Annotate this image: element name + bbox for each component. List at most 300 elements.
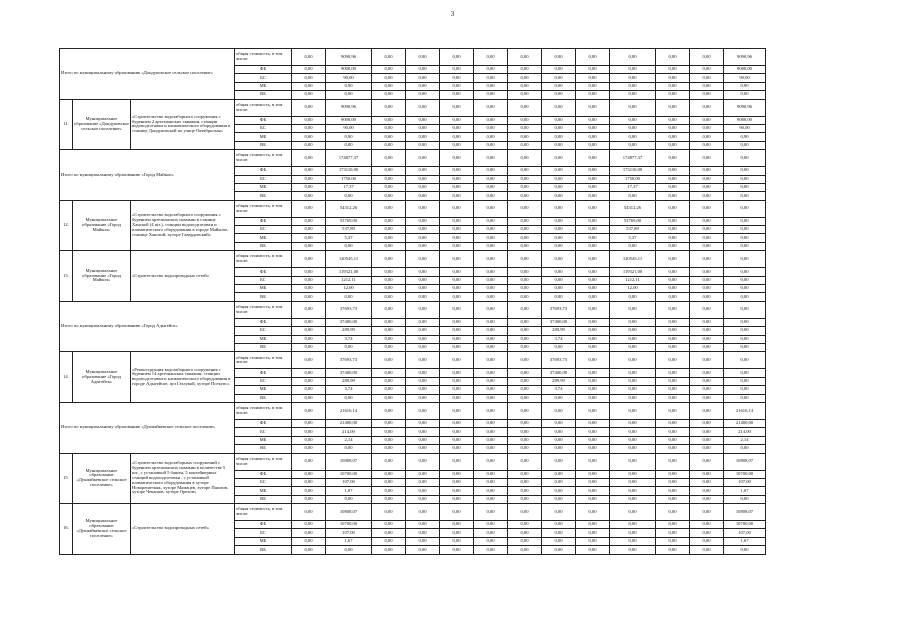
amount-cell: 0,00 xyxy=(610,335,656,343)
amount-cell: 0,00 xyxy=(576,394,610,402)
amount-cell: 0,00 xyxy=(508,268,542,276)
item-number-cell: 15. xyxy=(60,453,73,504)
amount-cell: 0,00 xyxy=(372,167,406,175)
funding-source-label: БС xyxy=(235,478,292,486)
amount-cell: 0,00 xyxy=(406,192,440,200)
amount-cell: 0,00 xyxy=(406,301,440,318)
amount-cell: 0,00 xyxy=(508,521,542,529)
amount-cell: 0,00 xyxy=(542,66,576,74)
amount-cell: 0,00 xyxy=(406,487,440,495)
amount-cell: 0,00 xyxy=(724,343,766,351)
amount-cell: 0,00 xyxy=(690,453,724,470)
amount-cell: 0,00 xyxy=(440,285,474,293)
amount-cell: 0,00 xyxy=(474,133,508,141)
amount-cell: 0,00 xyxy=(474,116,508,124)
amount-cell: 0,00 xyxy=(508,226,542,234)
amount-cell: 1,07 xyxy=(326,487,372,495)
amount-cell: 0,00 xyxy=(656,470,690,478)
funding-source-label: ВБ xyxy=(235,293,292,301)
amount-cell: 0,00 xyxy=(542,116,576,124)
amount-cell: 0,00 xyxy=(440,301,474,318)
amount-cell: 1750,00 xyxy=(610,175,656,183)
amount-cell: 0,00 xyxy=(610,74,656,82)
amount-cell: 0,00 xyxy=(372,183,406,191)
amount-cell: 3,74 xyxy=(542,335,576,343)
funding-source-label: МБ xyxy=(235,487,292,495)
amount-cell: 0,00 xyxy=(656,521,690,529)
funding-source-label: БС xyxy=(235,327,292,335)
amount-cell: 0,00 xyxy=(656,495,690,503)
amount-cell: 107,00 xyxy=(326,478,372,486)
amount-cell: 0,00 xyxy=(690,470,724,478)
amount-cell: 0,00 xyxy=(656,377,690,385)
amount-cell: 0,00 xyxy=(690,175,724,183)
amount-cell: 0,00 xyxy=(474,66,508,74)
amount-cell: 2,14 xyxy=(724,436,766,444)
amount-cell: 0,00 xyxy=(406,428,440,436)
amount-cell: 90,00 xyxy=(724,74,766,82)
amount-cell: 0,00 xyxy=(576,234,610,242)
funding-source-label: БС xyxy=(235,377,292,385)
amount-cell: 0,00 xyxy=(406,445,440,453)
amount-cell: 0,00 xyxy=(292,453,326,470)
amount-cell: 0,00 xyxy=(656,394,690,402)
amount-cell: 0,00 xyxy=(576,352,610,369)
amount-cell: 0,00 xyxy=(656,335,690,343)
amount-cell: 0,00 xyxy=(292,428,326,436)
item-row xyxy=(60,251,766,268)
amount-cell: 0,00 xyxy=(440,318,474,326)
amount-cell: 9000,00 xyxy=(326,66,372,74)
amount-cell: 0,00 xyxy=(292,99,326,116)
amount-cell: 0,00 xyxy=(542,529,576,537)
amount-cell: 0,00 xyxy=(576,487,610,495)
amount-cell: 0,00 xyxy=(576,217,610,225)
amount-cell: 0,00 xyxy=(508,343,542,351)
funding-source-label: ФБ xyxy=(235,167,292,175)
amount-cell: 0,00 xyxy=(542,495,576,503)
amount-cell: 0,00 xyxy=(690,242,724,250)
amount-cell: 0,00 xyxy=(440,428,474,436)
amount-cell: 0,00 xyxy=(656,318,690,326)
funding-source-label: общая стоимость, в том числе: xyxy=(235,200,292,217)
amount-cell: 0,00 xyxy=(576,470,610,478)
amount-cell: 0,00 xyxy=(406,226,440,234)
amount-cell: 0,00 xyxy=(724,226,766,234)
amount-cell: 0,00 xyxy=(440,116,474,124)
amount-cell: 0,00 xyxy=(724,293,766,301)
amount-cell: 37400,00 xyxy=(542,318,576,326)
amount-cell: 0,00 xyxy=(690,301,724,318)
amount-cell: 0,00 xyxy=(576,82,610,90)
amount-cell: 0,00 xyxy=(508,487,542,495)
amount-cell: 21616,14 xyxy=(326,402,372,419)
amount-cell: 0,00 xyxy=(372,124,406,132)
amount-cell: 5,37 xyxy=(610,234,656,242)
amount-cell: 0,00 xyxy=(440,293,474,301)
amount-cell: 0,00 xyxy=(542,99,576,116)
item-row xyxy=(60,99,766,116)
amount-cell: 0,00 xyxy=(690,445,724,453)
amount-cell: 21616,14 xyxy=(724,402,766,419)
total-title-cell: Итого по муниципальному образованию «Город Майкоп» xyxy=(60,150,235,201)
total-row xyxy=(60,301,766,318)
amount-cell: 0,00 xyxy=(292,217,326,225)
amount-cell: 0,00 xyxy=(576,133,610,141)
funding-source-label: общая стоимость, в том числе: xyxy=(235,301,292,318)
amount-cell: 9000,00 xyxy=(724,116,766,124)
item-number-cell: 14. xyxy=(60,352,73,403)
amount-cell: 0,00 xyxy=(474,251,508,268)
amount-cell: 10700,00 xyxy=(724,470,766,478)
amount-cell: 0,00 xyxy=(474,343,508,351)
amount-cell: 0,00 xyxy=(372,192,406,200)
amount-cell: 0,00 xyxy=(542,293,576,301)
amount-cell: 0,00 xyxy=(542,546,576,554)
amount-cell: 12,00 xyxy=(610,285,656,293)
amount-cell: 0,00 xyxy=(292,436,326,444)
amount-cell: 0,00 xyxy=(724,285,766,293)
funding-source-label: МБ xyxy=(235,82,292,90)
amount-cell: 0,00 xyxy=(724,200,766,217)
project-description-cell: «Реконструкция водозаборного сооружения с бурением 14 артезианских скважин, станции водоподготовки и климатического оборудования в городе Адыгейске, аул Гатлукай, хуторе Псекупс» xyxy=(131,352,235,403)
amount-cell: 0,00 xyxy=(474,487,508,495)
amount-cell: 0,00 xyxy=(690,49,724,66)
amount-cell: 0,00 xyxy=(690,377,724,385)
amount-cell: 0,00 xyxy=(406,217,440,225)
amount-cell: 0,00 xyxy=(690,150,724,167)
amount-cell: 0,00 xyxy=(406,167,440,175)
amount-cell: 0,00 xyxy=(508,99,542,116)
amount-cell: 173110,00 xyxy=(326,167,372,175)
amount-cell: 0,00 xyxy=(474,521,508,529)
amount-cell: 0,00 xyxy=(474,335,508,343)
amount-cell: 0,00 xyxy=(690,66,724,74)
amount-cell: 53769,00 xyxy=(326,217,372,225)
amount-cell: 0,00 xyxy=(542,478,576,486)
amount-cell: 0,00 xyxy=(656,200,690,217)
amount-cell: 0,00 xyxy=(474,436,508,444)
funding-source-label: БС xyxy=(235,74,292,82)
amount-cell: 10700,00 xyxy=(326,521,372,529)
amount-cell: 0,00 xyxy=(576,436,610,444)
amount-cell: 289,99 xyxy=(542,327,576,335)
amount-cell: 0,00 xyxy=(656,167,690,175)
amount-cell: 0,00 xyxy=(406,242,440,250)
amount-cell: 0,00 xyxy=(724,91,766,99)
amount-cell: 0,00 xyxy=(292,546,326,554)
amount-cell: 0,00 xyxy=(690,200,724,217)
amount-cell: 0,00 xyxy=(292,521,326,529)
amount-cell: 0,00 xyxy=(440,478,474,486)
amount-cell: 0,00 xyxy=(326,495,372,503)
amount-cell: 0,00 xyxy=(440,124,474,132)
amount-cell: 9090,96 xyxy=(724,49,766,66)
amount-cell: 174877,37 xyxy=(326,150,372,167)
amount-cell: 0,00 xyxy=(440,268,474,276)
amount-cell: 0,00 xyxy=(292,183,326,191)
amount-cell: 0,00 xyxy=(372,377,406,385)
amount-cell: 0,00 xyxy=(508,74,542,82)
amount-cell: 0,00 xyxy=(542,82,576,90)
amount-cell: 0,00 xyxy=(440,470,474,478)
amount-cell: 0,00 xyxy=(292,66,326,74)
amount-cell: 0,00 xyxy=(542,175,576,183)
amount-cell: 0,00 xyxy=(508,352,542,369)
amount-cell: 3,74 xyxy=(542,386,576,394)
amount-cell: 0,00 xyxy=(576,200,610,217)
amount-cell: 0,00 xyxy=(372,529,406,537)
amount-cell: 1212,11 xyxy=(610,276,656,284)
amount-cell: 0,00 xyxy=(542,402,576,419)
amount-cell: 0,00 xyxy=(372,386,406,394)
page-number: 3 xyxy=(450,10,455,18)
funding-source-label: МБ xyxy=(235,436,292,444)
amount-cell: 0,00 xyxy=(474,91,508,99)
amount-cell: 0,00 xyxy=(690,327,724,335)
amount-cell: 0,00 xyxy=(610,453,656,470)
amount-cell: 119321,00 xyxy=(326,268,372,276)
amount-cell: 0,00 xyxy=(372,99,406,116)
amount-cell: 0,00 xyxy=(724,352,766,369)
amount-cell: 0,00 xyxy=(372,521,406,529)
amount-cell: 0,00 xyxy=(508,276,542,284)
amount-cell: 0,00 xyxy=(372,74,406,82)
amount-cell: 173110,00 xyxy=(610,167,656,175)
amount-cell: 0,00 xyxy=(474,470,508,478)
amount-cell: 0,00 xyxy=(656,402,690,419)
amount-cell: 0,00 xyxy=(656,445,690,453)
amount-cell: 0,00 xyxy=(656,478,690,486)
funding-source-label: МБ xyxy=(235,133,292,141)
amount-cell: 0,00 xyxy=(372,66,406,74)
amount-cell: 37693,73 xyxy=(326,301,372,318)
amount-cell: 0,00 xyxy=(292,504,326,521)
amount-cell: 0,00 xyxy=(406,268,440,276)
amount-cell: 0,00 xyxy=(292,402,326,419)
amount-cell: 0,00 xyxy=(508,369,542,377)
amount-cell: 0,00 xyxy=(576,192,610,200)
amount-cell: 10808,07 xyxy=(724,453,766,470)
amount-cell: 0,00 xyxy=(542,234,576,242)
amount-cell: 1,67 xyxy=(724,537,766,545)
total-title-cell: Итого по муниципальному образованию «Дукмайкевское сельское поселение» xyxy=(60,402,235,453)
amount-cell: 0,00 xyxy=(690,99,724,116)
amount-cell: 0,00 xyxy=(610,402,656,419)
funding-source-label: МБ xyxy=(235,537,292,545)
amount-cell: 120545,11 xyxy=(326,251,372,268)
amount-cell: 0,00 xyxy=(508,318,542,326)
funding-source-label: общая стоимость, в том числе: xyxy=(235,453,292,470)
amount-cell: 0,00 xyxy=(406,91,440,99)
amount-cell: 9090,96 xyxy=(724,99,766,116)
amount-cell: 0,00 xyxy=(542,242,576,250)
amount-cell: 0,00 xyxy=(326,91,372,99)
amount-cell: 0,00 xyxy=(372,478,406,486)
amount-cell: 0,90 xyxy=(326,82,372,90)
amount-cell: 3,74 xyxy=(326,386,372,394)
amount-cell: 0,00 xyxy=(406,394,440,402)
amount-cell: 0,00 xyxy=(508,394,542,402)
amount-cell: 0,00 xyxy=(508,377,542,385)
amount-cell: 0,00 xyxy=(474,428,508,436)
item-number-cell: 12. xyxy=(60,200,73,251)
amount-cell: 0,00 xyxy=(610,242,656,250)
amount-cell: 0,00 xyxy=(406,419,440,427)
amount-cell: 0,00 xyxy=(508,183,542,191)
amount-cell: 37400,00 xyxy=(326,369,372,377)
amount-cell: 90,00 xyxy=(326,74,372,82)
amount-cell: 0,00 xyxy=(406,343,440,351)
amount-cell: 0,00 xyxy=(292,495,326,503)
amount-cell: 0,00 xyxy=(690,285,724,293)
amount-cell: 0,00 xyxy=(440,352,474,369)
amount-cell: 0,00 xyxy=(292,318,326,326)
amount-cell: 0,00 xyxy=(440,251,474,268)
amount-cell: 0,00 xyxy=(372,470,406,478)
amount-cell: 0,00 xyxy=(656,91,690,99)
amount-cell: 0,00 xyxy=(656,285,690,293)
amount-cell: 120545,11 xyxy=(610,251,656,268)
amount-cell: 0,00 xyxy=(690,419,724,427)
funding-source-label: общая стоимость, в том числе: xyxy=(235,251,292,268)
amount-cell: 0,00 xyxy=(406,234,440,242)
funding-source-label: ФБ xyxy=(235,217,292,225)
amount-cell: 0,00 xyxy=(610,99,656,116)
amount-cell: 0,00 xyxy=(610,293,656,301)
amount-cell: 0,00 xyxy=(508,150,542,167)
amount-cell: 0,00 xyxy=(690,478,724,486)
amount-cell: 0,00 xyxy=(406,470,440,478)
amount-cell: 0,00 xyxy=(292,234,326,242)
amount-cell: 0,00 xyxy=(440,495,474,503)
amount-cell: 0,00 xyxy=(542,521,576,529)
funding-source-label: БС xyxy=(235,226,292,234)
amount-cell: 0,00 xyxy=(610,352,656,369)
amount-cell: 0,00 xyxy=(576,226,610,234)
amount-cell: 0,00 xyxy=(292,470,326,478)
amount-cell: 0,00 xyxy=(576,116,610,124)
amount-cell: 0,00 xyxy=(406,293,440,301)
amount-cell: 0,00 xyxy=(372,495,406,503)
amount-cell: 0,00 xyxy=(610,49,656,66)
amount-cell: 0,00 xyxy=(656,276,690,284)
amount-cell: 0,00 xyxy=(474,529,508,537)
amount-cell: 0,00 xyxy=(508,141,542,149)
amount-cell: 0,00 xyxy=(474,49,508,66)
amount-cell: 0,00 xyxy=(656,192,690,200)
amount-cell: 0,00 xyxy=(690,293,724,301)
amount-cell: 0,00 xyxy=(474,445,508,453)
amount-cell: 0,00 xyxy=(292,141,326,149)
amount-cell: 0,00 xyxy=(474,318,508,326)
amount-cell: 119321,00 xyxy=(610,268,656,276)
amount-cell: 0,90 xyxy=(724,82,766,90)
amount-cell: 0,00 xyxy=(542,124,576,132)
amount-cell: 0,00 xyxy=(474,175,508,183)
amount-cell: 90,00 xyxy=(724,124,766,132)
amount-cell: 107,00 xyxy=(724,478,766,486)
amount-cell: 0,90 xyxy=(724,133,766,141)
funding-source-label: общая стоимость, в том числе: xyxy=(235,150,292,167)
amount-cell: 0,00 xyxy=(656,116,690,124)
amount-cell: 0,00 xyxy=(690,352,724,369)
funding-source-label: общая стоимость, в том числе: xyxy=(235,504,292,521)
amount-cell: 0,00 xyxy=(474,504,508,521)
amount-cell: 0,00 xyxy=(440,546,474,554)
amount-cell: 0,00 xyxy=(372,402,406,419)
amount-cell: 0,00 xyxy=(508,124,542,132)
amount-cell: 0,00 xyxy=(610,428,656,436)
funding-source-label: ФБ xyxy=(235,521,292,529)
amount-cell: 0,00 xyxy=(292,242,326,250)
amount-cell: 0,00 xyxy=(610,192,656,200)
amount-cell: 0,00 xyxy=(576,428,610,436)
municipality-cell: Муниципальное образование «Город Майкоп» xyxy=(73,200,131,251)
amount-cell: 0,00 xyxy=(656,546,690,554)
amount-cell: 0,00 xyxy=(372,419,406,427)
amount-cell: 0,00 xyxy=(542,49,576,66)
amount-cell: 0,00 xyxy=(440,369,474,377)
amount-cell: 0,00 xyxy=(690,268,724,276)
amount-cell: 0,00 xyxy=(656,386,690,394)
amount-cell: 0,00 xyxy=(690,487,724,495)
amount-cell: 0,00 xyxy=(292,352,326,369)
amount-cell: 0,00 xyxy=(656,369,690,377)
amount-cell: 0,00 xyxy=(440,276,474,284)
total-row xyxy=(60,150,766,167)
amount-cell: 0,00 xyxy=(508,445,542,453)
amount-cell: 0,00 xyxy=(440,242,474,250)
item-row xyxy=(60,453,766,470)
amount-cell: 10700,00 xyxy=(724,521,766,529)
funding-source-label: МБ xyxy=(235,386,292,394)
amount-cell: 0,00 xyxy=(406,377,440,385)
funding-source-label: общая стоимость, в том числе: xyxy=(235,352,292,369)
amount-cell: 0,00 xyxy=(690,167,724,175)
amount-cell: 0,00 xyxy=(440,49,474,66)
amount-cell: 0,00 xyxy=(440,436,474,444)
amount-cell: 0,00 xyxy=(542,133,576,141)
item-number-cell: 13. xyxy=(60,251,73,302)
amount-cell: 0,00 xyxy=(542,217,576,225)
amount-cell: 0,00 xyxy=(508,175,542,183)
funding-source-label: ФБ xyxy=(235,268,292,276)
amount-cell: 0,00 xyxy=(690,234,724,242)
amount-cell: 0,00 xyxy=(406,521,440,529)
amount-cell: 21400,00 xyxy=(724,419,766,427)
amount-cell: 0,00 xyxy=(440,74,474,82)
amount-cell: 0,00 xyxy=(292,293,326,301)
amount-cell: 214,00 xyxy=(326,428,372,436)
amount-cell: 0,00 xyxy=(542,91,576,99)
amount-cell: 0,00 xyxy=(610,521,656,529)
amount-cell: 0,00 xyxy=(508,470,542,478)
amount-cell: 0,00 xyxy=(690,124,724,132)
amount-cell: 0,00 xyxy=(610,394,656,402)
amount-cell: 0,00 xyxy=(440,445,474,453)
amount-cell: 0,00 xyxy=(440,419,474,427)
amount-cell: 174877,37 xyxy=(610,150,656,167)
total-row xyxy=(60,402,766,419)
funding-source-label: ВБ xyxy=(235,343,292,351)
amount-cell: 0,00 xyxy=(372,327,406,335)
amount-cell: 0,00 xyxy=(292,251,326,268)
amount-cell: 0,00 xyxy=(656,504,690,521)
amount-cell: 0,00 xyxy=(724,327,766,335)
amount-cell: 0,00 xyxy=(440,453,474,470)
amount-cell: 0,00 xyxy=(610,124,656,132)
